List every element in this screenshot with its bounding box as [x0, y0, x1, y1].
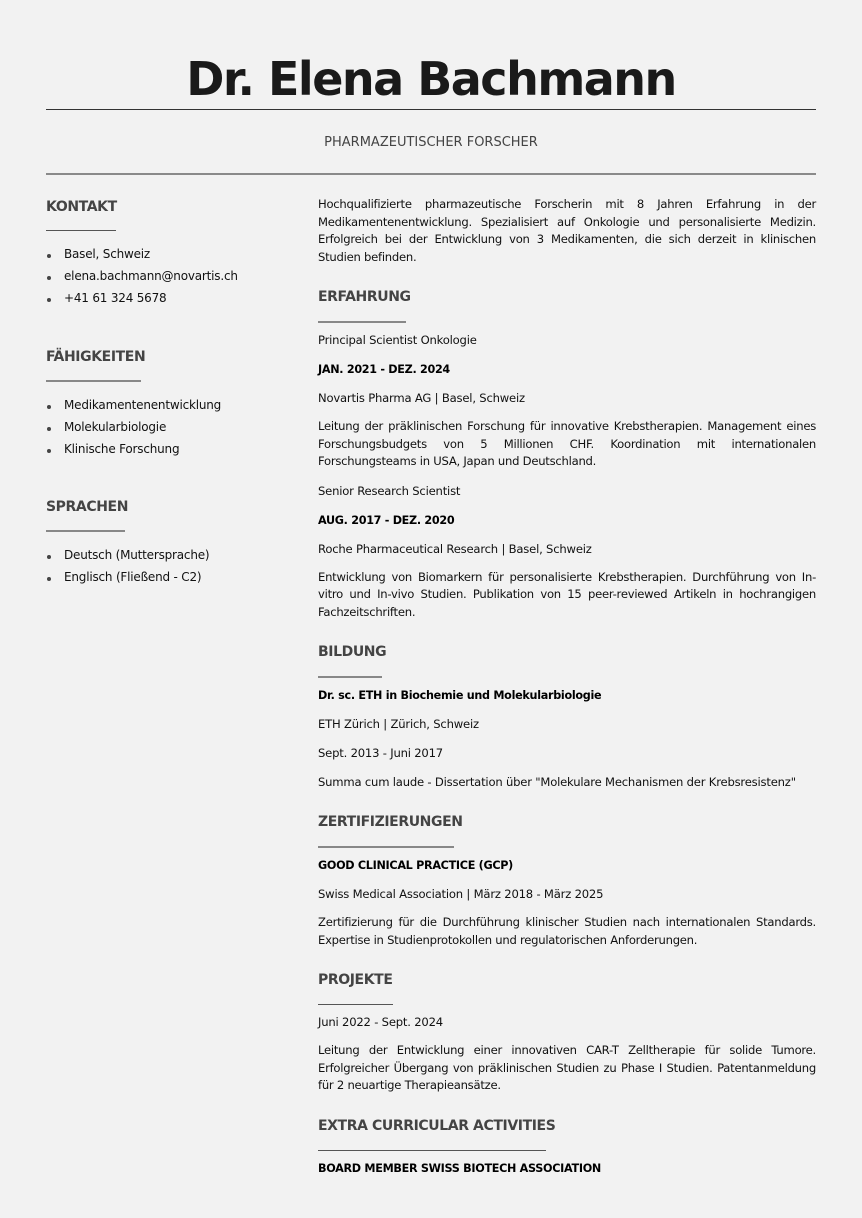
job-entry [318, 483, 816, 622]
certification-description: Zertifizierung für die Durchführung klinischer Studien nach internationalen Standards. Expertise in Studienprotokollen und regulatorischen Anforderungen. [318, 915, 816, 947]
job-title: Senior Research Scientist [318, 483, 461, 498]
job-title: Principal Scientist Onkologie [318, 333, 477, 347]
sidebar [46, 198, 286, 588]
main-content [318, 196, 816, 1177]
language-item: Deutsch (Muttersprache) [46, 544, 286, 566]
education-note: Summa cum laude - Dissertation über "Molekulare Mechanismen der Krebsresistenz" [318, 775, 796, 789]
skill-item: Medikamentenentwicklung [46, 394, 286, 416]
education-institution: ETH Zürich | Zürich, Schweiz [318, 717, 479, 731]
job-company: Roche Pharmaceutical Research | Basel, Schweiz [318, 541, 592, 556]
job-description: Leitung der präklinischen Forschung für innovative Krebstherapien. Management eines Forschungsbudgets von 5 Millionen CHF. Koordination mit internationalen Forschungsteams in USA, Japan und Deutschland. [318, 419, 816, 468]
job-dates: JAN. 2021 - DEZ. 2024 [318, 363, 450, 376]
job-entry [318, 332, 816, 471]
section-heading-experience: ERFAHRUNG [318, 289, 411, 305]
section-heading-certifications: ZERTIFIZIERUNGEN [318, 814, 463, 830]
skills-list [46, 394, 286, 460]
contact-section [46, 198, 286, 348]
section-underline [318, 846, 454, 848]
section-underline [318, 1004, 393, 1005]
certifications-section [318, 813, 816, 949]
certification-issuer: Swiss Medical Association | März 2018 - März 2025 [318, 887, 604, 901]
certification-name: GOOD CLINICAL PRACTICE (GCP) [318, 859, 513, 872]
contact-location: Basel, Schweiz [46, 243, 286, 265]
skill-item: Molekularbiologie [46, 416, 286, 438]
section-underline [46, 530, 125, 532]
section-heading-contact: KONTAKT [46, 199, 117, 215]
section-heading-skills: FÄHIGKEITEN [46, 349, 146, 365]
section-heading-projects: PROJEKTE [318, 972, 393, 988]
section-underline [318, 1150, 546, 1151]
degree-title: Dr. sc. ETH in Biochemie und Molekularbiologie [318, 689, 602, 702]
skills-section [46, 348, 286, 498]
extracurricular-section [318, 1117, 816, 1177]
languages-list [46, 544, 286, 588]
section-underline [46, 380, 141, 382]
header-divider-top [46, 109, 816, 110]
education-dates: Sept. 2013 - Juni 2017 [318, 746, 443, 760]
section-heading-education: BILDUNG [318, 644, 387, 660]
projects-section [318, 971, 816, 1095]
experience-section [318, 288, 816, 621]
section-heading-extracurricular: EXTRA CURRICULAR ACTIVITIES [318, 1117, 556, 1134]
section-underline [318, 676, 382, 678]
job-description: Entwicklung von Biomarkern für personalisierte Krebstherapien. Durchführung von In-vitro und In-vivo Studien. Publikation von 15 peer-reviewed Artikeln in hochrangigen Fachzeitschriften. [318, 569, 816, 619]
section-underline [46, 230, 116, 231]
activity-item: BOARD MEMBER SWISS BIOTECH ASSOCIATION [318, 1161, 601, 1175]
job-company: Novartis Pharma AG | Basel, Schweiz [318, 391, 525, 405]
job-dates: AUG. 2017 - DEZ. 2020 [318, 513, 455, 527]
header-divider-bottom [46, 173, 816, 175]
skill-item: Klinische Forschung [46, 438, 286, 460]
contact-email[interactable]: elena.bachmann@novartis.ch [46, 265, 286, 287]
profile-summary: Hochqualifizierte pharmazeutische Forscherin mit 8 Jahren Erfahrung in der Medikamentenentwicklung. Spezialisiert auf Onkologie und personalisierte Medizin. Erfolgreich bei der Entwicklung von 3 Medikamenten, die sich derzeit in klinischen Studien befinden. [318, 197, 816, 264]
section-underline [318, 321, 406, 323]
language-item: Englisch (Fließend - C2) [46, 566, 286, 588]
project-dates: Juni 2022 - Sept. 2024 [318, 1015, 443, 1029]
education-section [318, 643, 816, 791]
contact-phone[interactable]: +41 61 324 5678 [46, 287, 286, 309]
contact-list [46, 243, 286, 309]
section-heading-languages: SPRACHEN [46, 499, 129, 515]
languages-section [46, 498, 286, 588]
candidate-name: Dr. Elena Bachmann [186, 52, 676, 106]
project-description: Leitung der Entwicklung einer innovativen CAR-T Zelltherapie für solide Tumore. Erfolgreicher Übergang von präklinischen Studien zu Phase I Studien. Patentanmeldung für 2 neuartige Therapieansätze. [318, 1043, 816, 1092]
job-title: PHARMAZEUTISCHER FORSCHER [324, 135, 538, 150]
